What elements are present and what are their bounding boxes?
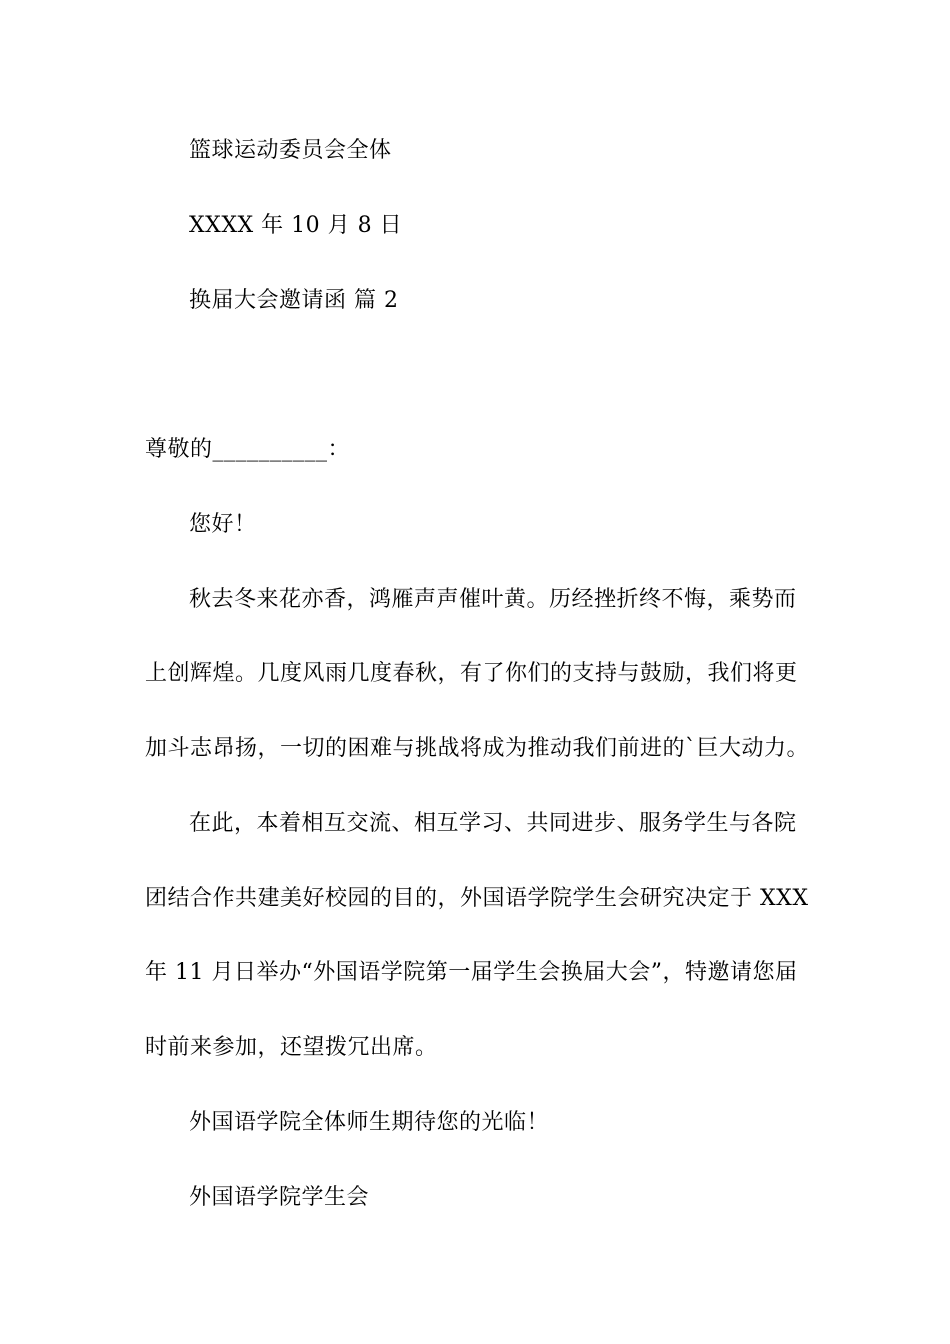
paragraph2-line: 时前来参加，还望拨冗出席。	[145, 1035, 438, 1060]
paragraph1-line: 秋去冬来花亦香，鸿雁声声催叶黄。历经挫折终不悔，乘势而	[189, 587, 797, 612]
date-line: XXXX 年 10 月 8 日	[189, 213, 403, 238]
section-heading: 换届大会邀请函 篇 2	[189, 288, 399, 313]
salutation: 尊敬的__________：	[145, 437, 351, 462]
paragraph1-line: 上创辉煌。几度风雨几度春秋，有了你们的支持与鼓励，我们将更	[145, 661, 798, 686]
student-union-signature: 外国语学院学生会	[189, 1185, 370, 1210]
committee-signature: 篮球运动委员会全体	[189, 138, 392, 163]
paragraph1-line: 加斗志昂扬，一切的困难与挑战将成为推动我们前进的`巨大动力。	[145, 736, 810, 761]
paragraph2-line: 年 11 月日举办“外国语学院第一届学生会换届大会”，特邀请您届	[145, 960, 798, 985]
closing-line: 外国语学院全体师生期待您的光临！	[189, 1110, 550, 1135]
paragraph2-line: 在此，本着相互交流、相互学习、共同进步、服务学生与各院	[189, 811, 797, 836]
greeting: 您好！	[189, 512, 257, 537]
paragraph2-line: 团结合作共建美好校园的目的，外国语学院学生会研究决定于 XXX	[145, 886, 809, 911]
